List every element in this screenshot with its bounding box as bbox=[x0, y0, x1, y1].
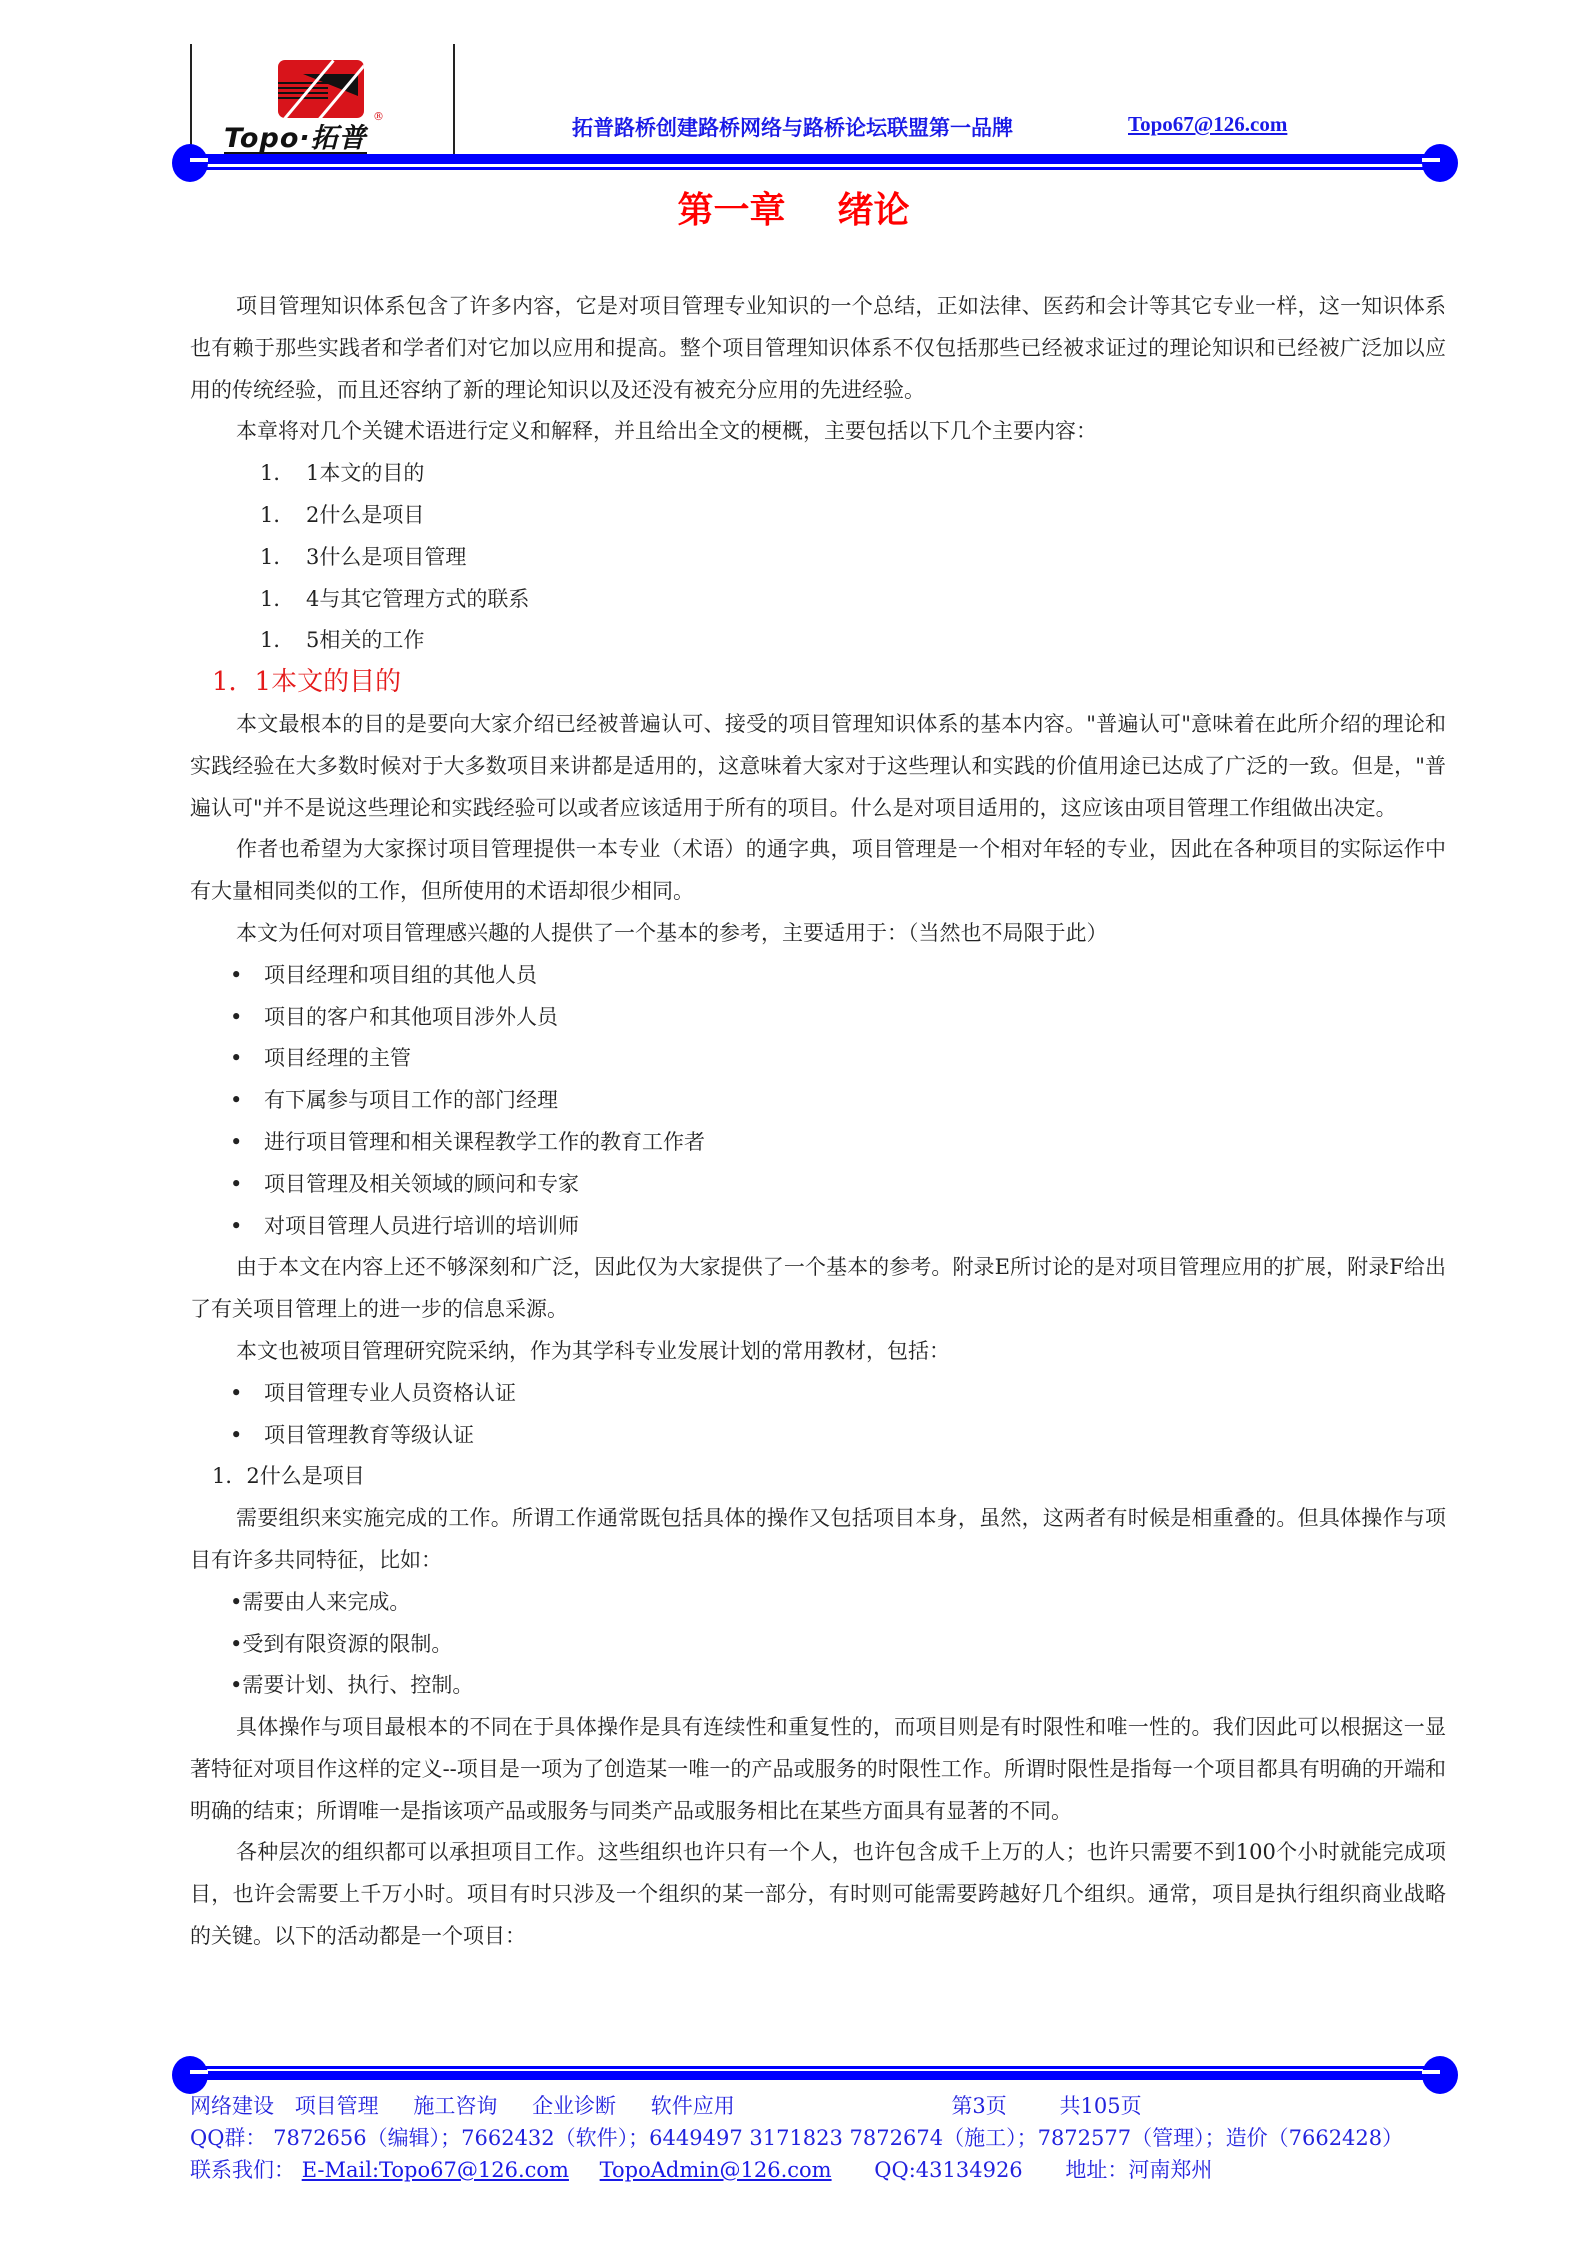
certification-list bbox=[190, 1373, 1446, 1457]
contact-address: 地址：河南郑州 bbox=[1065, 2158, 1213, 2182]
section-1-2-paragraph-2: 具体操作与项目最根本的不同在于具体操作是具有连续性和重复性的，而项目则是有时限性和唯一性的。我们因此可以根据这一显著特征对项目作这样的定义--项目是一项为了创造某一唯一的产品或服务的时限性工作。所谓时限性是指每一个项目都具有明确的开端和明确的结束；所谓唯一是指该项产品或服务与同类产品或服务相比在某些方面具有显著的不同。 bbox=[190, 1715, 1446, 1823]
header-email-link[interactable]: Topo67@126.com bbox=[1128, 112, 1288, 136]
contact-qq: QQ:43134926 bbox=[874, 2158, 1023, 2182]
email-link-2[interactable]: TopoAdmin@126.com bbox=[599, 2158, 832, 2182]
document-body bbox=[190, 286, 1446, 1958]
bar-end-right-icon bbox=[1422, 144, 1458, 182]
section-1-1-paragraph-3: 本文为任何对项目管理感兴趣的人提供了一个基本的参考，主要适用于：（当然也不局限于此） bbox=[236, 920, 1108, 945]
section-heading-1-1: 1．1本文的目的 bbox=[212, 667, 402, 698]
footer-contact-row bbox=[190, 2154, 1450, 2186]
toc-item: 1． 3什么是项目管理 bbox=[260, 544, 467, 569]
toc-item: 1． 4与其它管理方式的联系 bbox=[260, 586, 530, 611]
list-item: •受到有限资源的限制。 bbox=[230, 1631, 453, 1656]
bullet-icon: • bbox=[230, 1213, 243, 1238]
footer-link-project-mgmt[interactable]: 项目管理 bbox=[294, 2094, 379, 2118]
header-right-rule bbox=[453, 44, 455, 156]
bar-end-left-icon bbox=[172, 2056, 208, 2094]
bar-end-right-icon bbox=[1422, 2056, 1458, 2094]
intro-paragraph-1: 项目管理知识体系包含了许多内容，它是对项目管理专业知识的一个总结，正如法律、医药和会计等其它专业一样，这一知识体系也有赖于那些实践者和学者们对它加以应用和提高。整个项目管理知识体系不仅包括那些已经被求证过的理论知识和已经被广泛加以应用的传统经验，而且还容纳了新的理论知识以及还没有被充分应用的先进经验。 bbox=[190, 294, 1446, 402]
toc-item: 1． 2什么是项目 bbox=[260, 502, 425, 527]
intro-paragraph-2: 本章将对几个关键术语进行定义和解释，并且给出全文的梗概，主要包括以下几个主要内容： bbox=[236, 419, 1097, 444]
page-total: 共105页 bbox=[1059, 2094, 1142, 2118]
list-item: •需要由人来完成。 bbox=[230, 1589, 411, 1614]
list-item: • 项目管理专业人员资格认证 bbox=[190, 1373, 1446, 1415]
logo-mark-icon bbox=[278, 60, 364, 118]
page-footer bbox=[190, 2090, 1450, 2186]
footer-qq-groups: QQ群： 7872656（编辑）；7662432（软件）；6449497 3171823 7872674（施工）；7872577（管理）；造价（7662428） bbox=[190, 2126, 1404, 2150]
list-item: • 项目的客户和其他项目涉外人员 bbox=[190, 997, 1446, 1039]
list-item: • 对项目管理人员进行培训的培训师 bbox=[190, 1206, 1446, 1248]
section-1-1-paragraph-2: 作者也希望为大家探讨项目管理提供一本专业（术语）的通字典，项目管理是一个相对年轻的专业，因此在各种项目的实际运作中有大量相同类似的工作，但所使用的术语却很少相同。 bbox=[190, 837, 1446, 904]
footer-link-network[interactable]: 网络建设 bbox=[190, 2094, 274, 2118]
email-link-1[interactable]: E-Mail:Topo67@126.com bbox=[301, 2158, 569, 2182]
section-1-2-paragraph-1: 需要组织来实施完成的工作。所谓工作通常既包括具体的操作又包括项目本身，虽然，这两者有时候是相重叠的。但具体操作与项目有许多共同特征，比如： bbox=[190, 1506, 1446, 1572]
chapter-name: 绪论 bbox=[837, 190, 910, 231]
audience-list bbox=[190, 955, 1446, 1248]
toc-list bbox=[190, 453, 1446, 662]
footer-link-software[interactable]: 软件应用 bbox=[650, 2094, 735, 2118]
bullet-icon: • bbox=[230, 1129, 243, 1154]
list-item: • 项目管理及相关领域的顾问和专家 bbox=[190, 1164, 1446, 1206]
bullet-icon: • bbox=[230, 1088, 243, 1113]
list-item: • 项目经理和项目组的其他人员 bbox=[190, 955, 1446, 997]
footer-link-construction[interactable]: 施工咨询 bbox=[413, 2094, 498, 2118]
bullet-icon: • bbox=[230, 1380, 243, 1405]
section-1-2-paragraph-3: 各种层次的组织都可以承担项目工作。这些组织也许只有一个人，也许包含成千上万的人；也许只需要不到100个小时就能完成项目，也许会需要上千万小时。项目有时只涉及一个组织的某一部分，有时则可能需要跨越好几个组织。通常，项目是执行组织商业战略的关键。以下的活动都是一个项目： bbox=[190, 1840, 1446, 1949]
logo-text: Topo·拓普 bbox=[224, 123, 367, 154]
section-heading-1-2: 1．2什么是项目 bbox=[212, 1464, 365, 1489]
list-item: • 进行项目管理和相关课程教学工作的教育工作者 bbox=[190, 1122, 1446, 1164]
list-item: • 项目管理教育等级认证 bbox=[190, 1415, 1446, 1457]
toc-item: 1． 1本文的目的 bbox=[260, 461, 425, 486]
header-left-rule bbox=[190, 44, 192, 156]
bullet-icon: • bbox=[230, 962, 243, 987]
toc-item: 1． 5相关的工作 bbox=[260, 628, 425, 653]
list-item: • 项目经理的主管 bbox=[190, 1038, 1446, 1080]
footer-nav-row bbox=[190, 2090, 1450, 2122]
contact-label: 联系我们： bbox=[190, 2158, 295, 2182]
list-item: • 有下属参与项目工作的部门经理 bbox=[190, 1080, 1446, 1122]
bullet-icon: • bbox=[230, 1422, 243, 1447]
traits-list bbox=[190, 1582, 1446, 1707]
list-item: •需要计划、执行、控制。 bbox=[230, 1673, 474, 1698]
footer-link-diagnosis[interactable]: 企业诊断 bbox=[532, 2094, 617, 2118]
bullet-icon: • bbox=[230, 1004, 243, 1029]
header-divider-bar bbox=[172, 150, 1458, 176]
section-1-1-paragraph-4: 由于本文在内容上还不够深刻和广泛，因此仅为大家提供了一个基本的参考。附录E所讨论的是对项目管理应用的扩展，附录F给出了有关项目管理上的进一步的信息采源。 bbox=[190, 1255, 1446, 1322]
bullet-icon: • bbox=[230, 1171, 243, 1196]
bullet-icon: • bbox=[230, 1046, 243, 1071]
chapter-title bbox=[0, 182, 1587, 233]
footer-divider-bar bbox=[172, 2062, 1458, 2088]
section-1-1-paragraph-5: 本文也被项目管理研究院采纳，作为其学科专业发展计划的常用教材，包括： bbox=[236, 1338, 950, 1363]
bar-end-left-icon bbox=[172, 144, 208, 182]
page-number: 第3页 bbox=[951, 2094, 1007, 2118]
header-title: 拓普路桥创建路桥网络与路桥论坛联盟第一品牌 bbox=[572, 115, 1013, 140]
chapter-number: 第一章 bbox=[677, 190, 786, 231]
section-1-1-paragraph-1: 本文最根本的目的是要向大家介绍已经被普遍认可、接受的项目管理知识体系的基本内容。"普遍认可"意味着在此所介绍的理论和实践经验在大多数时候对于大多数项目来讲都是适用的，这意味着大家对于这些理认和实践的价值用途已达成了广泛的一致。但是，"普遍认可"并不是说这些理论和实践经验可以或者应该适用于所有的项目。什么是对项目适用的，这应该由项目管理工作组做出决定。 bbox=[190, 711, 1446, 820]
topo-logo bbox=[208, 58, 438, 154]
registered-mark: ® bbox=[373, 110, 384, 123]
